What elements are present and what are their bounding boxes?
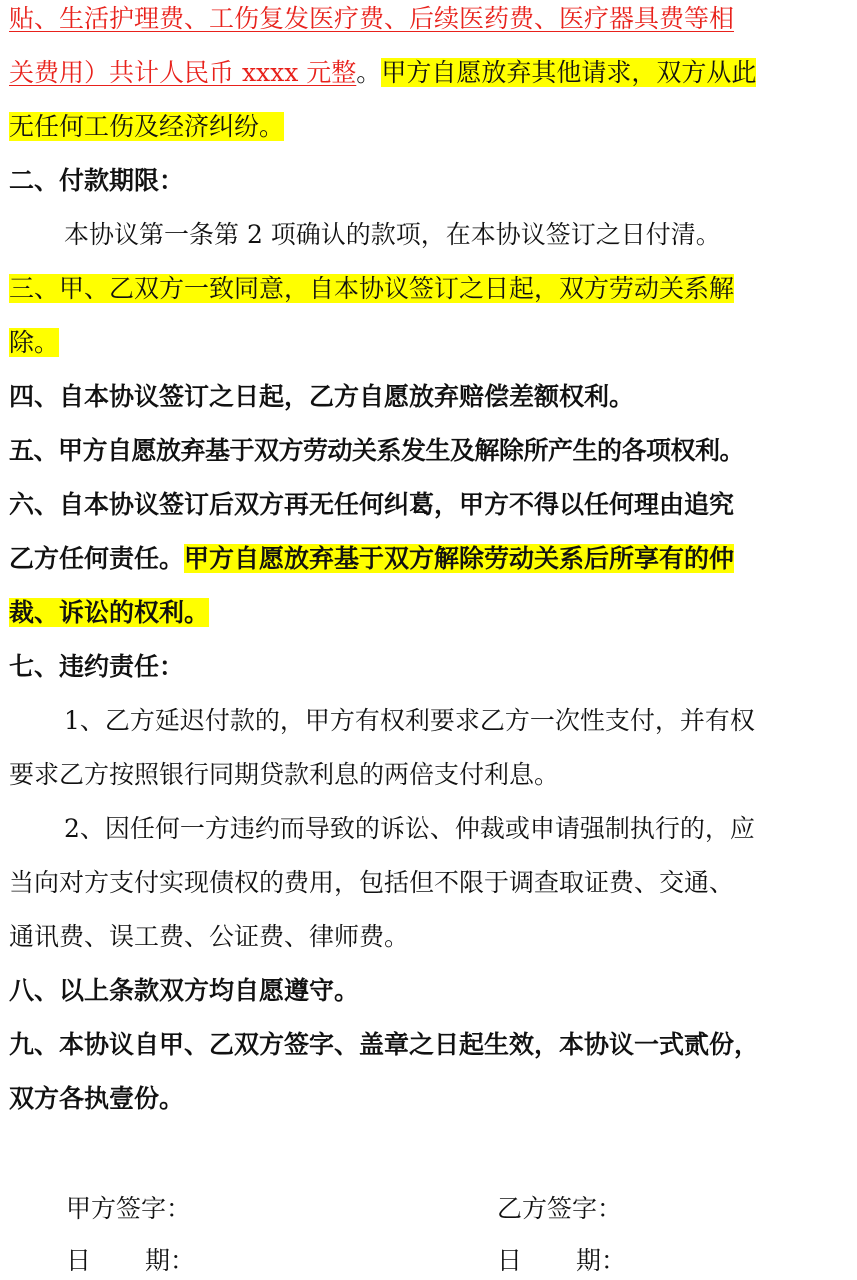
section-3-line-1 <box>9 272 734 306</box>
party-a-signature-label: 甲方签字： <box>66 1194 192 1223</box>
party-a-date-label <box>66 1244 195 1278</box>
highlighted-text: 甲方自愿放弃基于双方解除劳动关系后所享有的仲 <box>184 544 735 573</box>
party-b-date-label <box>497 1244 626 1278</box>
red-underlined-amount: 关费用）共计人民币 xxxx 元整 <box>9 58 357 87</box>
clause-1-line-1 <box>9 2 734 36</box>
section-6-line-1: 六、自本协议签订后双方再无任何纠葛，甲方不得以任何理由追究 <box>9 490 735 519</box>
date-char-2: 期： <box>145 1246 196 1275</box>
section-9-line-2: 双方各执壹份。 <box>9 1084 185 1113</box>
section-4: 四、自本协议签订之日起，乙方自愿放弃赔偿差额权利。 <box>9 382 635 411</box>
clause-1-line-2 <box>9 56 756 90</box>
highlighted-text: 裁、诉讼的权利。 <box>9 598 210 627</box>
highlighted-text: 除。 <box>9 328 60 357</box>
section-7-title: 七、违约责任： <box>9 652 185 681</box>
section-6-line-2 <box>9 542 734 576</box>
section-2-body: 本协议第一条第 2 项确认的款项，在本协议签订之日付清。 <box>64 220 721 249</box>
section-9-line-1: 九、本协议自甲、乙双方签字、盖章之日起生效，本协议一式贰份， <box>9 1030 760 1059</box>
section-7-item-2-line-3: 通讯费、误工费、公证费、律师费。 <box>9 922 410 951</box>
highlighted-text: 三、甲、乙双方一致同意，自本协议签订之日起，双方劳动关系解 <box>9 274 735 303</box>
date-char-2: 期： <box>576 1246 627 1275</box>
highlighted-text: 甲方自愿放弃其他请求，双方从此 <box>381 58 757 87</box>
clause-1-line-3 <box>9 110 284 144</box>
period: 。 <box>356 58 382 87</box>
section-3-line-2 <box>9 326 59 360</box>
section-5: 五、甲方自愿放弃基于双方劳动关系发生及解除所产生的各项权利。 <box>9 436 745 465</box>
section-7-item-1-line-1: 1、乙方延迟付款的，甲方有权利要求乙方一次性支付，并有权 <box>64 706 755 735</box>
highlighted-text: 无任何工伤及经济纠纷。 <box>9 112 285 141</box>
section-7-item-2-line-2: 当向对方支付实现债权的费用，包括但不限于调查取证费、交通、 <box>9 868 735 897</box>
section-7-item-2-line-1: 2、因任何一方违约而导致的诉讼、仲裁或申请强制执行的，应 <box>64 814 755 843</box>
date-char-1: 日 <box>66 1246 92 1275</box>
date-char-1: 日 <box>497 1246 523 1275</box>
party-b-signature-label: 乙方签字： <box>497 1194 623 1223</box>
section-7-item-1-line-2: 要求乙方按照银行同期贷款利息的两倍支付利息。 <box>9 760 560 789</box>
section-8: 八、以上条款双方均自愿遵守。 <box>9 976 360 1005</box>
plain-text: 乙方任何责任。 <box>9 544 185 573</box>
section-6-line-3 <box>9 596 209 630</box>
section-2-title: 二、付款期限： <box>9 166 185 195</box>
red-underlined-text: 贴、生活护理费、工伤复发医疗费、后续医药费、医疗器具费等相 <box>9 4 735 33</box>
